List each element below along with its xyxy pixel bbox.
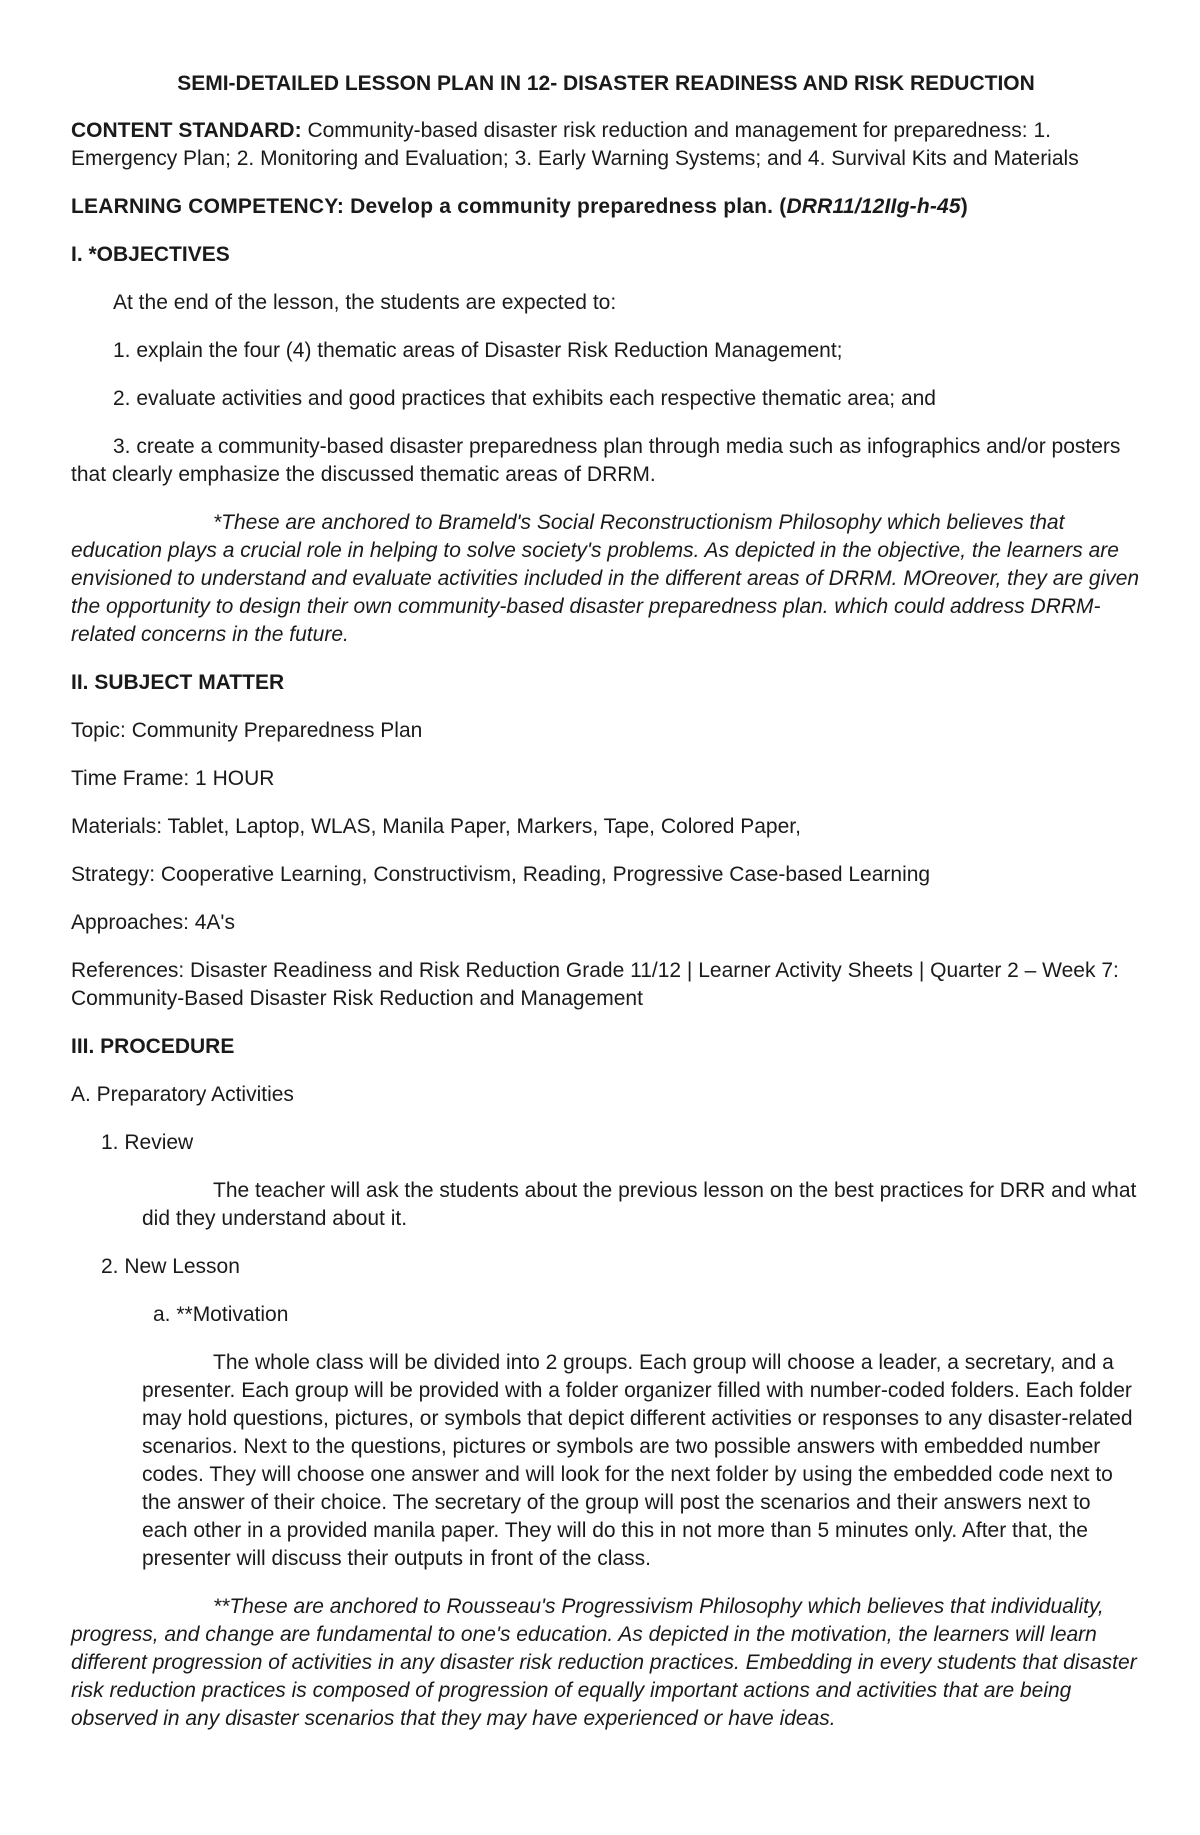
subject-matter-heading: II. SUBJECT MATTER (71, 671, 285, 694)
motivation-philosophy-note: **These are anchored to Rousseau's Progressivism Philosophy which believes that individuality, progress, and change are fundamental to one's education. As depicted in the motivation, the learners will learn different progression of activities in any disaster risk reduction practices. Embedding in every students that disaster risk reduction practices is composed of progression of equally important actions and activities that are being observed in any disaster scenarios that they may have experienced or have ideas. (71, 1595, 1137, 1730)
objectives-philosophy-note: *These are anchored to Brameld's Social Reconstructionism Philosophy which believes that education plays a crucial role in helping to solve society's problems. As depicted in the objective, the learners are envisioned to understand and evaluate activities included in the different areas of DRRM. MOreover, they are given the opportunity to design their own community-based disaster preparedness plan. which could address DRRM-related concerns in the future. (71, 511, 1140, 646)
subject-references: References: Disaster Readiness and Risk Reduction Grade 11/12 | Learner Activity Sheets | Quarter 2 – Week 7: Community-Based Disaster Risk Reduction and Management (71, 959, 1119, 1010)
content-standard-text: Community-based disaster risk reduction and management for preparedness: 1. Emergency Plan; 2. Monitoring and Evaluation; 3. Early Warning Systems; and 4. Survival Kits and Materials (71, 119, 1079, 170)
motivation-text: The whole class will be divided into 2 groups. Each group will choose a leader, a secretary, and a presenter. Each group will be provided with a folder organizer filled with number-coded folders. Each folder may hold questions, pictures, or symbols that depict different activities or responses to any disaster-related scenarios. Next to the questions, pictures or symbols are two possible answers with embedded number codes. They will choose one answer and will look for the next folder by using the embedded code next to the answer of their choice. The secretary of the group will post the scenarios and their answers next to each other in a provided manila paper. They will do this in not more than 5 minutes only. After that, the presenter will discuss their outputs in front of the class. (142, 1351, 1133, 1570)
objectives-heading: I. *OBJECTIVES (71, 243, 230, 266)
content-standard-label: CONTENT STANDARD: (71, 119, 302, 142)
competency-code: DRR11/12IIg-h-45 (786, 195, 961, 218)
competency-close: ) (960, 195, 968, 218)
subject-topic: Topic: Community Preparedness Plan (71, 719, 423, 742)
lesson-plan-body (71, 70, 1141, 1753)
objective-item: 2. evaluate activities and good practices that exhibits each respective thematic area; and (113, 387, 936, 410)
objective-item: 3. create a community-based disaster preparedness plan through media such as infographics and/or posters that clearly emphasize the discussed thematic areas of DRRM. (71, 435, 1121, 486)
document-title: SEMI-DETAILED LESSON PLAN IN 12- DISASTER READINESS AND RISK REDUCTION (177, 72, 1035, 95)
procedure-heading: III. PROCEDURE (71, 1035, 235, 1058)
new-lesson-label: 2. New Lesson (101, 1255, 240, 1278)
objectives-intro: At the end of the lesson, the students are expected to: (113, 291, 617, 314)
learning-competency-label: LEARNING COMPETENCY: Develop a community preparedness plan. ( (71, 195, 787, 218)
learning-competency (71, 193, 1141, 221)
content-standard (71, 117, 1141, 173)
subject-strategy: Strategy: Cooperative Learning, Constructivism, Reading, Progressive Case-based Learning (71, 863, 931, 886)
review-text: The teacher will ask the students about the previous lesson on the best practices for DRR and what did they understand about it. (142, 1179, 1137, 1230)
objective-item: 1. explain the four (4) thematic areas of Disaster Risk Reduction Management; (113, 339, 843, 362)
subject-materials: Materials: Tablet, Laptop, WLAS, Manila Paper, Markers, Tape, Colored Paper, (71, 815, 801, 838)
preparatory-activities: A. Preparatory Activities (71, 1083, 294, 1106)
motivation-label: a. **Motivation (153, 1303, 289, 1326)
review-label: 1. Review (101, 1131, 194, 1154)
subject-approaches: Approaches: 4A's (71, 911, 235, 934)
subject-time-frame: Time Frame: 1 HOUR (71, 767, 275, 790)
